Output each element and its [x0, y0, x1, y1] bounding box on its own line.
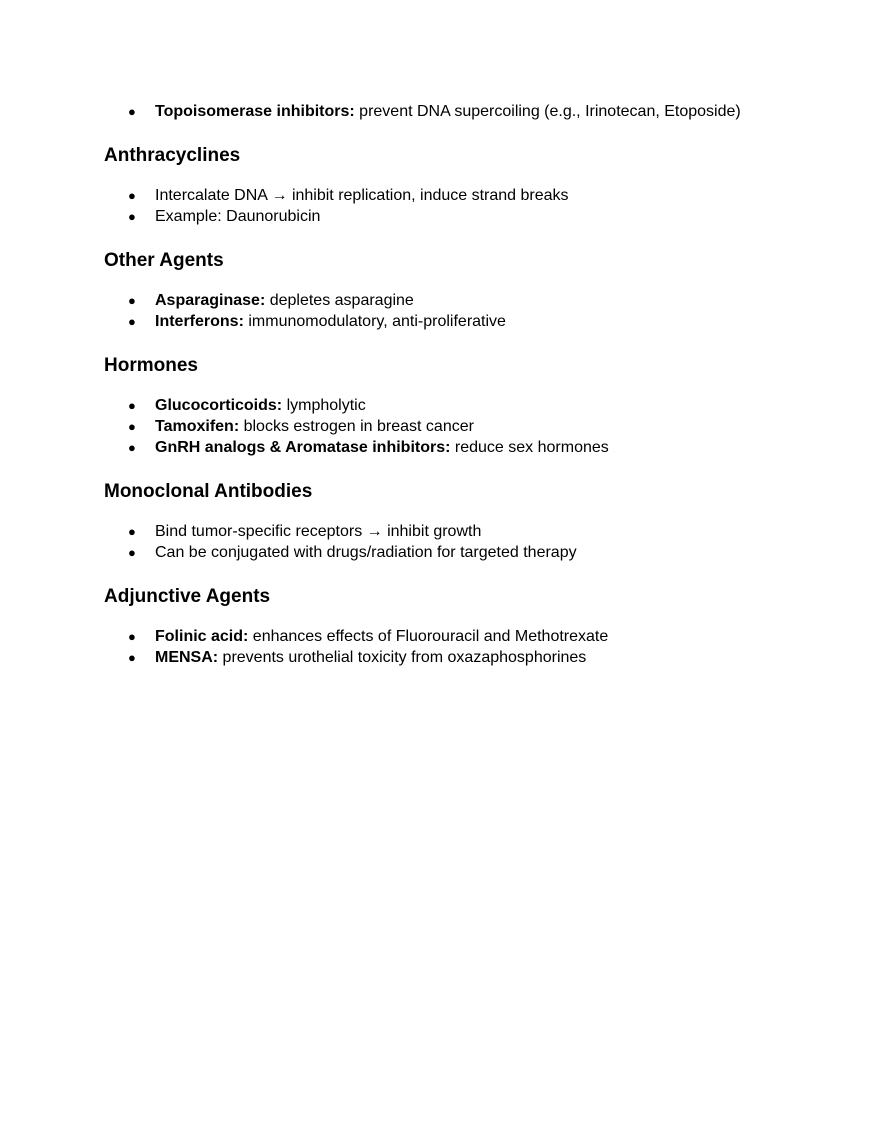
bullet-icon: ●: [128, 209, 136, 224]
bullet-icon: ●: [128, 650, 136, 665]
list-item: [104, 395, 804, 416]
list-item-term: Glucocorticoids:: [155, 397, 283, 414]
list-item: [104, 311, 804, 332]
list-item: [104, 437, 804, 458]
list-item-text: reduce sex hormones: [450, 439, 609, 456]
bullet-icon: ●: [128, 104, 136, 119]
list-item-term: MENSA:: [155, 649, 219, 666]
list-item-term: Topoisomerase inhibitors:: [155, 103, 355, 120]
section-heading-anthracyclines: Anthracyclines: [104, 145, 241, 166]
bullet-icon: ●: [128, 440, 136, 455]
adjunctive-agents-list: [104, 626, 804, 668]
list-item-text: lympholytic: [282, 397, 366, 414]
document-content: [104, 101, 804, 668]
monoclonal-antibodies-list: [104, 521, 804, 563]
list-item: [104, 626, 804, 647]
list-item-text: prevent DNA supercoiling (e.g., Irinotecan, Etoposide): [354, 103, 741, 120]
section-heading-adjunctive-agents: Adjunctive Agents: [104, 586, 271, 607]
list-item: [104, 542, 804, 563]
list-item-term: Asparaginase:: [155, 292, 266, 309]
list-item-text: prevents urothelial toxicity from oxazaphosphorines: [218, 649, 587, 666]
list-item-text: Intercalate DNA → inhibit replication, induce strand breaks: [155, 187, 569, 204]
list-item-text: immunomodulatory, anti-proliferative: [243, 313, 506, 330]
bullet-icon: ●: [128, 545, 136, 560]
list-item-text: Can be conjugated with drugs/radiation for targeted therapy: [155, 544, 577, 561]
other-agents-list: [104, 290, 804, 332]
list-item-text: blocks estrogen in breast cancer: [239, 418, 474, 435]
bullet-icon: ●: [128, 419, 136, 434]
section-heading-monoclonal-antibodies: Monoclonal Antibodies: [104, 481, 313, 502]
list-item-text: Example: Daunorubicin: [155, 208, 321, 225]
list-item-text: Bind tumor-specific receptors → inhibit growth: [155, 523, 482, 540]
intro-bullet-list: [104, 101, 804, 122]
list-item-term: GnRH analogs & Aromatase inhibitors:: [155, 439, 451, 456]
list-item-text: enhances effects of Fluorouracil and Methotrexate: [248, 628, 609, 645]
list-item: [104, 290, 804, 311]
hormones-list: [104, 395, 804, 458]
section-heading-other-agents: Other Agents: [104, 250, 224, 271]
bullet-icon: ●: [128, 314, 136, 329]
list-item-term: Interferons:: [155, 313, 244, 330]
list-item: [104, 521, 804, 542]
list-item-term: Tamoxifen:: [155, 418, 240, 435]
list-item: [104, 185, 804, 206]
list-item-term: Folinic acid:: [155, 628, 249, 645]
bullet-icon: ●: [128, 398, 136, 413]
list-item: [104, 416, 804, 437]
bullet-icon: ●: [128, 629, 136, 644]
list-item-text: depletes asparagine: [265, 292, 414, 309]
list-item: [104, 206, 804, 227]
list-item: [104, 647, 804, 668]
list-item: [104, 101, 804, 122]
bullet-icon: ●: [128, 293, 136, 308]
anthracyclines-list: [104, 185, 804, 227]
bullet-icon: ●: [128, 524, 136, 539]
bullet-icon: ●: [128, 188, 136, 203]
section-heading-hormones: Hormones: [104, 355, 198, 376]
